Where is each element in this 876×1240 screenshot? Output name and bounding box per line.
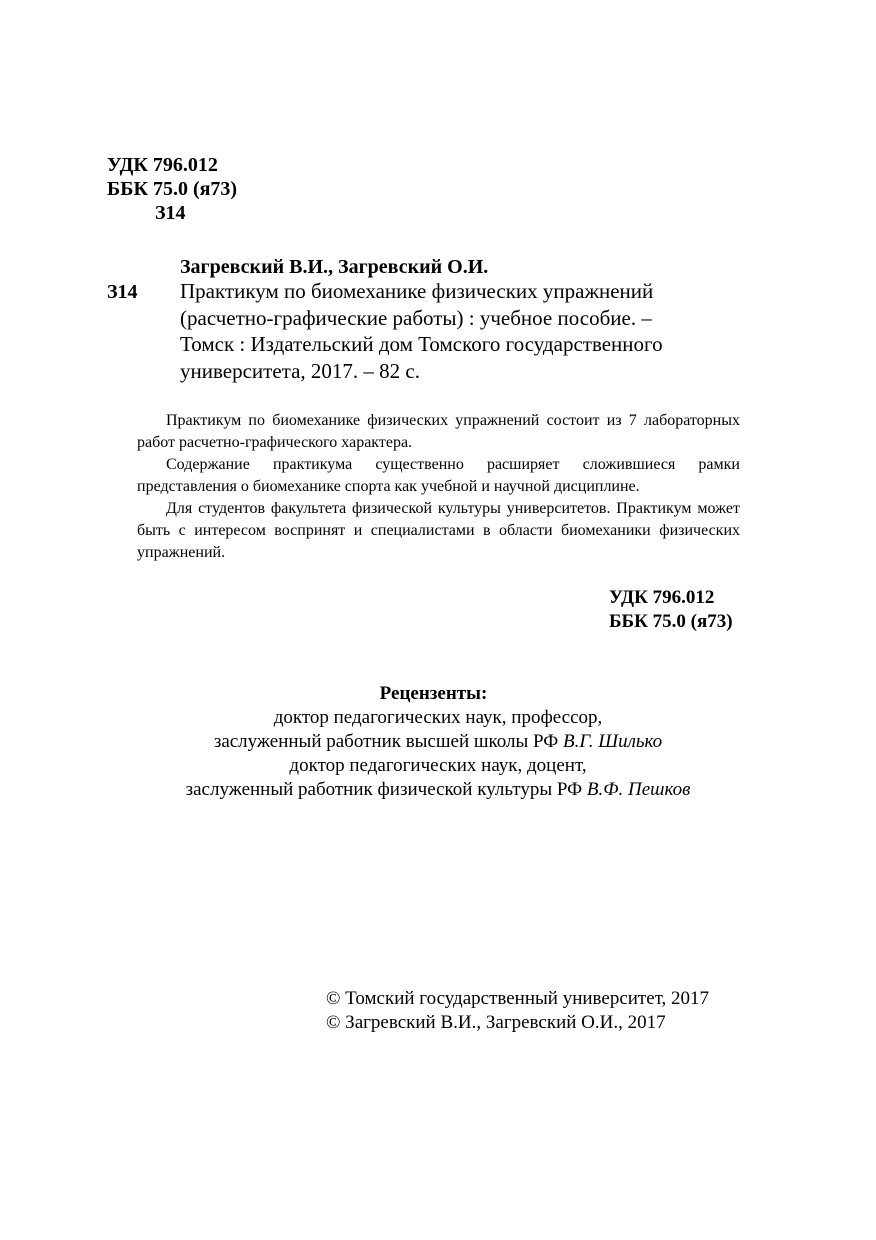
reviewer-title: доктор педагогических наук, доцент, xyxy=(289,755,587,776)
annotation-paragraph: Практикум по биомеханике физических упражнений состоит из 7 лабораторных работ расчетно-графического характера. xyxy=(137,412,740,451)
biblio-line: университета, 2017. – 82 с. xyxy=(180,358,420,383)
copyright-block xyxy=(326,987,709,1035)
reviewers-section xyxy=(0,682,876,802)
reviewer-line xyxy=(0,778,876,802)
annotation-paragraph: Для студентов факультета физической культуры университетов. Практикум может быть с интересом воспринят и специалистами в области биомеханики физических упражнений. xyxy=(137,500,740,561)
authors-line: Загревский В.И., Загревский О.И. xyxy=(180,256,489,278)
bbk-code: ББК 75.0 (я73) xyxy=(107,178,238,200)
bibliographic-description xyxy=(180,278,663,384)
udk-code-right: УДК 796.012 xyxy=(609,587,715,608)
classification-block xyxy=(107,153,237,225)
reviewer-line xyxy=(0,730,876,754)
reviewer-name: В.Г. Шилько xyxy=(563,731,663,752)
reviewers-heading: Рецензенты: xyxy=(379,683,488,704)
classification-block-right xyxy=(609,586,733,634)
bbk-code-right: ББК 75.0 (я73) xyxy=(609,611,733,632)
udk-code: УДК 796.012 xyxy=(107,154,218,176)
author-mark: З14 xyxy=(155,202,186,224)
biblio-line: (расчетно-графические работы) : учебное пособие. – xyxy=(180,305,652,330)
reviewer-position: заслуженный работник высшей школы РФ xyxy=(213,731,559,752)
biblio-line: Практикум по биомеханике физических упражнений xyxy=(180,279,654,303)
annotation-paragraph: Содержание практикума существенно расширяет сложившиеся рамки представления о биомеханике спорта как учебной и научной дисциплине. xyxy=(137,456,740,495)
copyright-line: © Томский государственный университет, 2017 xyxy=(326,988,710,1009)
reviewer-position: заслуженный работник физической культуры РФ xyxy=(185,779,583,800)
biblio-line: Томск : Издательский дом Томского государственного xyxy=(180,332,663,356)
reviewer-name: В.Ф. Пешков xyxy=(586,779,691,800)
annotation xyxy=(137,410,740,564)
reviewer-title: доктор педагогических наук, профессор, xyxy=(273,707,603,728)
copyright-line: © Загревский В.И., Загревский О.И., 2017 xyxy=(326,1012,666,1033)
author-mark-code: З14 xyxy=(107,281,138,303)
